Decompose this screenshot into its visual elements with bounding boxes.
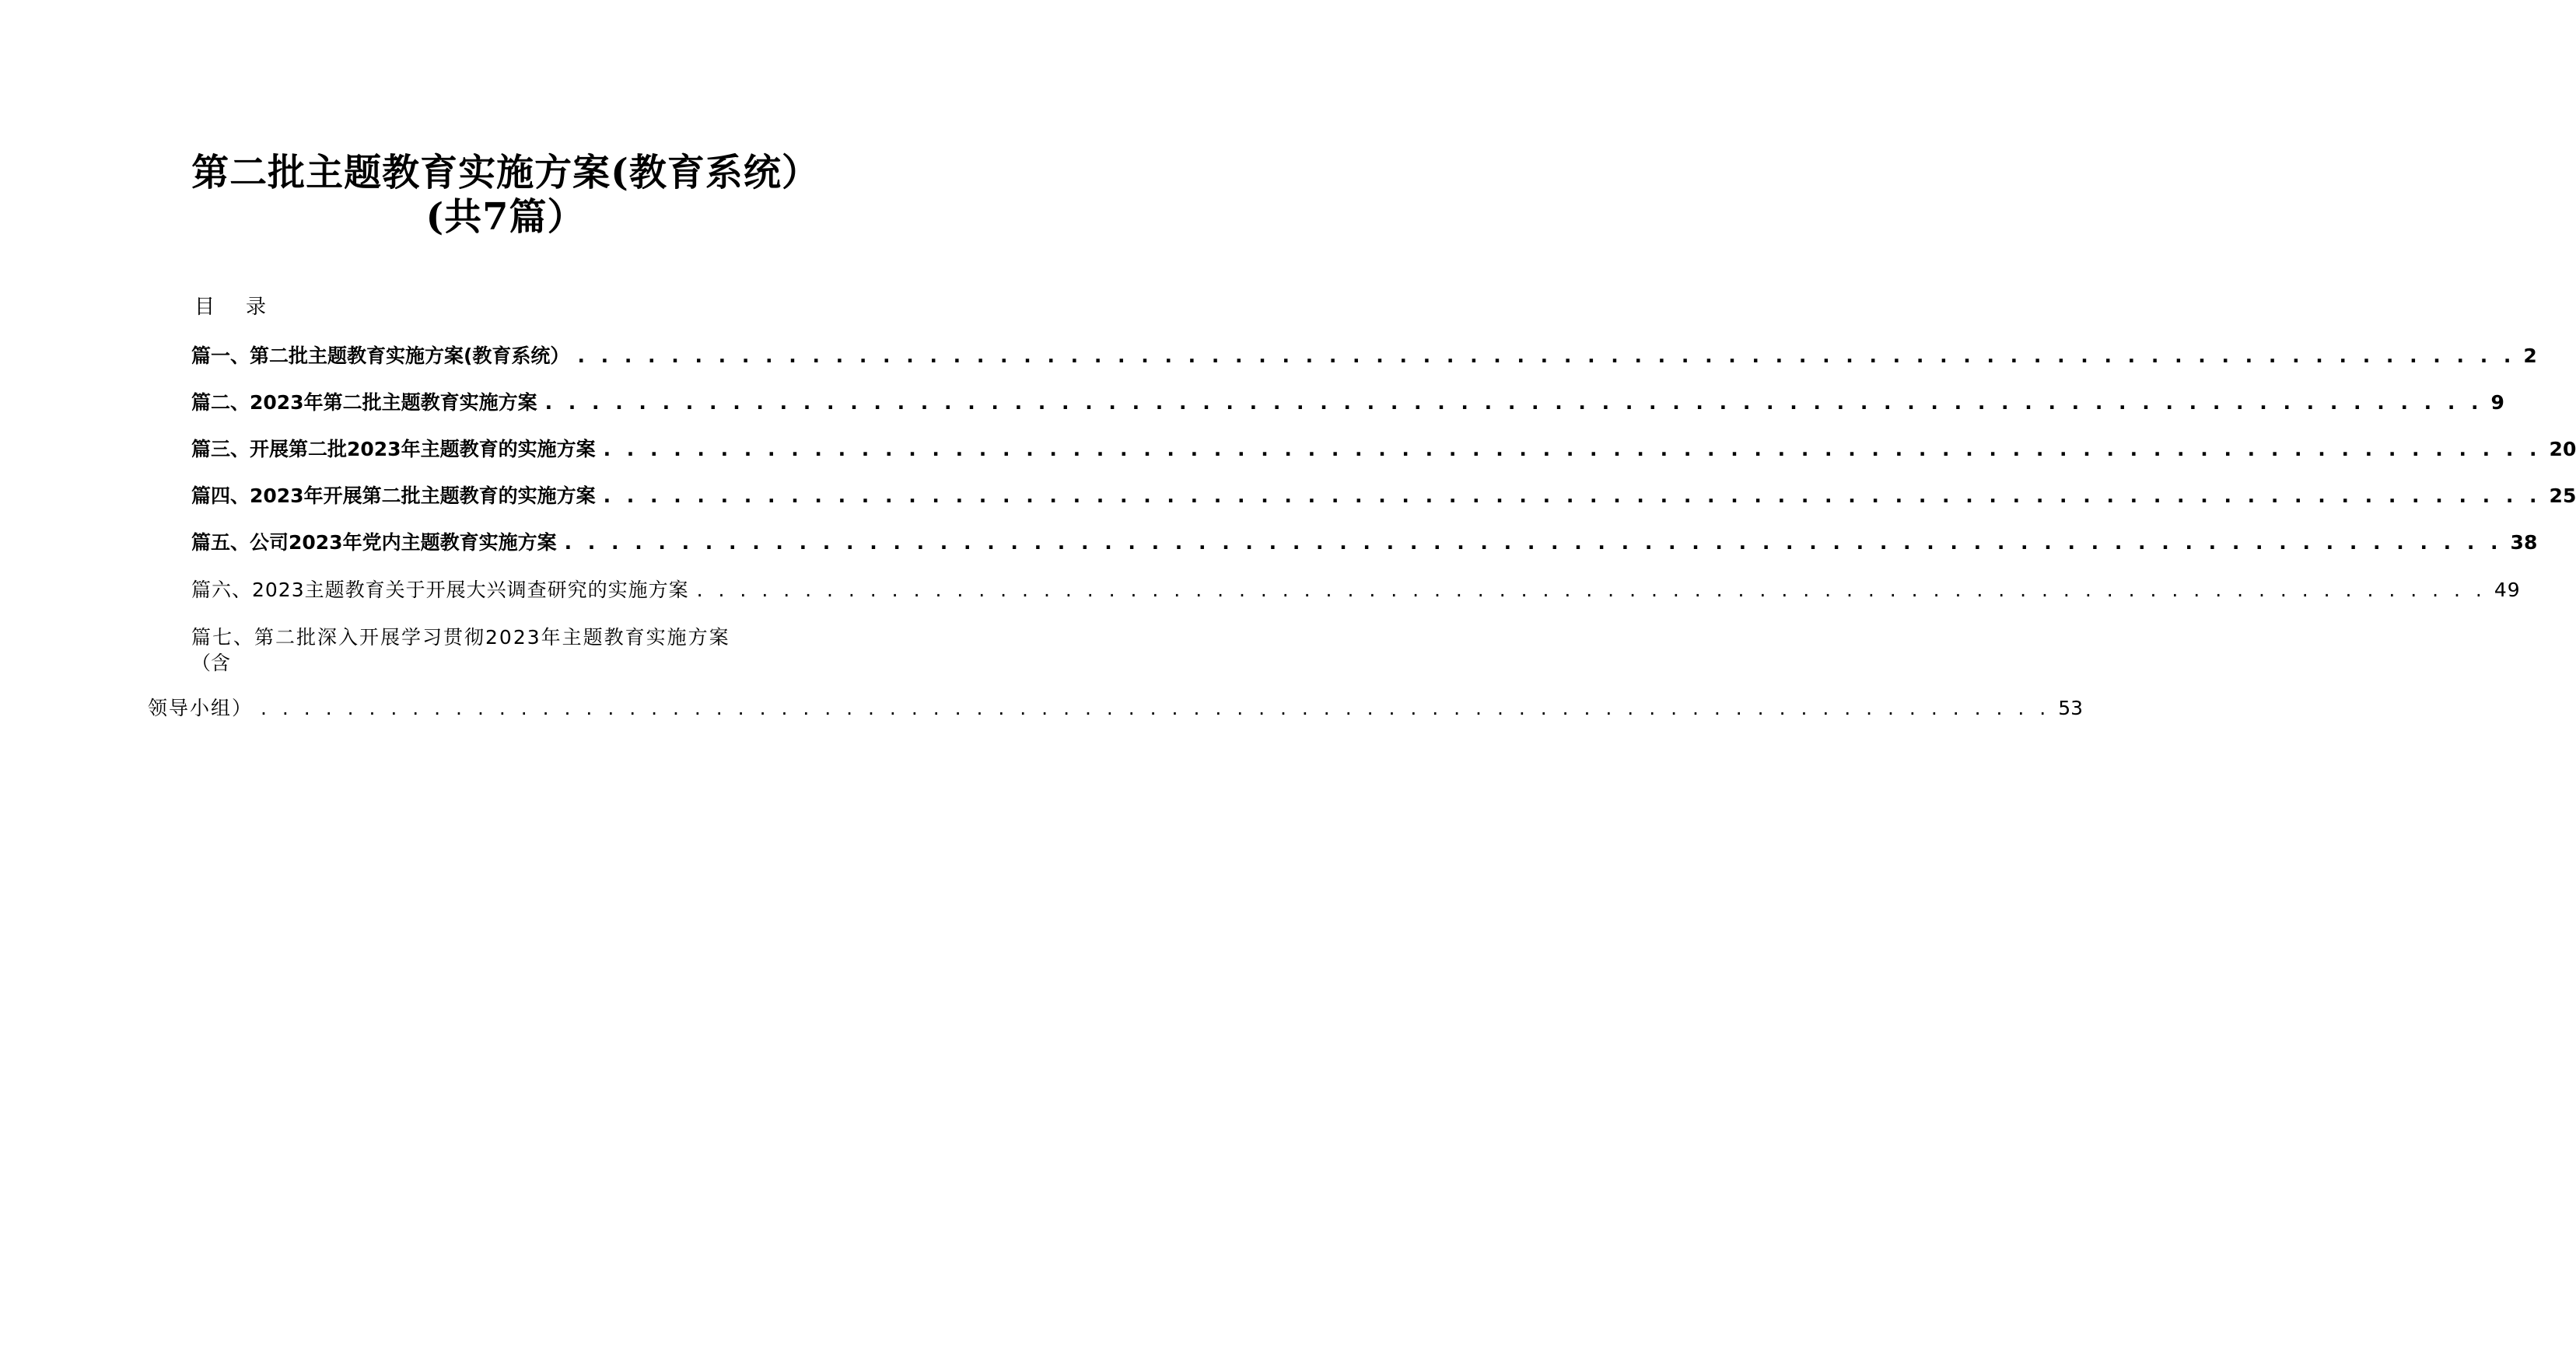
toc-heading bbox=[194, 294, 266, 320]
toc-page-number: 20 bbox=[2549, 438, 2576, 460]
toc-entry-label: 篇四、2023年开展第二批主题教育的实施方案 bbox=[191, 484, 596, 507]
toc-page-number: 2 bbox=[2523, 344, 2537, 367]
toc-entry-label: 篇六、2023主题教育关于开展大兴调查研究的实施方案 bbox=[191, 579, 689, 601]
toc-entry-3[interactable] bbox=[191, 435, 2576, 463]
toc-entry-5[interactable] bbox=[191, 529, 2538, 557]
toc-leader-dots: . . . . . . . . . . . . . . . . . . . . . . . . . . . . . . . . . . . . . . . . . . . . . . . . . . . . . . . . . . . . . . . . . . . . . . . . . . . . . . . . . . . bbox=[696, 579, 2487, 601]
toc-leader-dots: . . . . . . . . . . . . . . . . . . . . . . . . . . . . . . . . . . . . . . . . . . . . . . . . . . . . . . . . . . . . . . . . . . . . . . . . . . . . . . . . . . . bbox=[544, 391, 2483, 414]
document-title-line2: (共7篇） bbox=[425, 195, 586, 239]
toc-entry-6[interactable] bbox=[191, 576, 2521, 604]
toc-entry-label: 篇三、开展第二批2023年主题教育的实施方案 bbox=[191, 438, 596, 460]
toc-page-number: 53 bbox=[2058, 697, 2084, 719]
toc-entry-label: 篇一、第二批主题教育实施方案(教育系统） bbox=[191, 344, 570, 367]
toc-page-number: 9 bbox=[2490, 391, 2504, 414]
document-title-line1: 第二批主题教育实施方案(教育系统） bbox=[191, 151, 820, 194]
toc-leader-dots: . . . . . . . . . . . . . . . . . . . . . . . . . . . . . . . . . . . . . . . . . . . . . . . . . . . . . . . . . . . . . . . . . . . . . . . . . . . . . . . . . . . bbox=[261, 697, 2051, 719]
toc-entry-label: 篇二、2023年第二批主题教育实施方案 bbox=[191, 391, 537, 414]
toc-entry-label: 篇五、公司2023年党内主题教育实施方案 bbox=[191, 531, 557, 554]
toc-heading-right: 录 bbox=[246, 296, 267, 319]
toc-page-number: 38 bbox=[2510, 531, 2538, 554]
toc-entry-4[interactable] bbox=[191, 482, 2576, 510]
toc-page-number: 25 bbox=[2549, 484, 2576, 507]
toc-leader-dots: . . . . . . . . . . . . . . . . . . . . . . . . . . . . . . . . . . . . . . . . . . . . . . . . . . . . . . . . . . . . . . . . . . . . . . . . . . . . . . . . . . . bbox=[603, 438, 2542, 460]
toc-leader-dots: . . . . . . . . . . . . . . . . . . . . . . . . . . . . . . . . . . . . . . . . . . . . . . . . . . . . . . . . . . . . . . . . . . . . . . . . . . . . . . . . . . . bbox=[564, 531, 2503, 554]
toc-heading-left: 目 bbox=[194, 296, 215, 319]
toc-entry-7-line1[interactable]: 篇七、第二批深入开展学习贯彻2023年主题教育实施方案 bbox=[191, 626, 730, 649]
toc-leader-dots: . . . . . . . . . . . . . . . . . . . . . . . . . . . . . . . . . . . . . . . . . . . . . . . . . . . . . . . . . . . . . . . . . . . . . . . . . . . . . . . . . . . bbox=[603, 484, 2542, 507]
toc-entry-1[interactable] bbox=[191, 342, 2537, 370]
toc-entry-7-line3[interactable] bbox=[148, 694, 2084, 722]
toc-entry-7-line2: （含 bbox=[191, 652, 231, 674]
toc-entry-label: 领导小组） bbox=[148, 697, 254, 719]
toc-entry-2[interactable] bbox=[191, 389, 2504, 417]
toc-page-number: 49 bbox=[2494, 579, 2521, 601]
toc-leader-dots: . . . . . . . . . . . . . . . . . . . . . . . . . . . . . . . . . . . . . . . . . . . . . . . . . . . . . . . . . . . . . . . . . . . . . . . . . . . . . . . . . . . bbox=[577, 344, 2516, 367]
